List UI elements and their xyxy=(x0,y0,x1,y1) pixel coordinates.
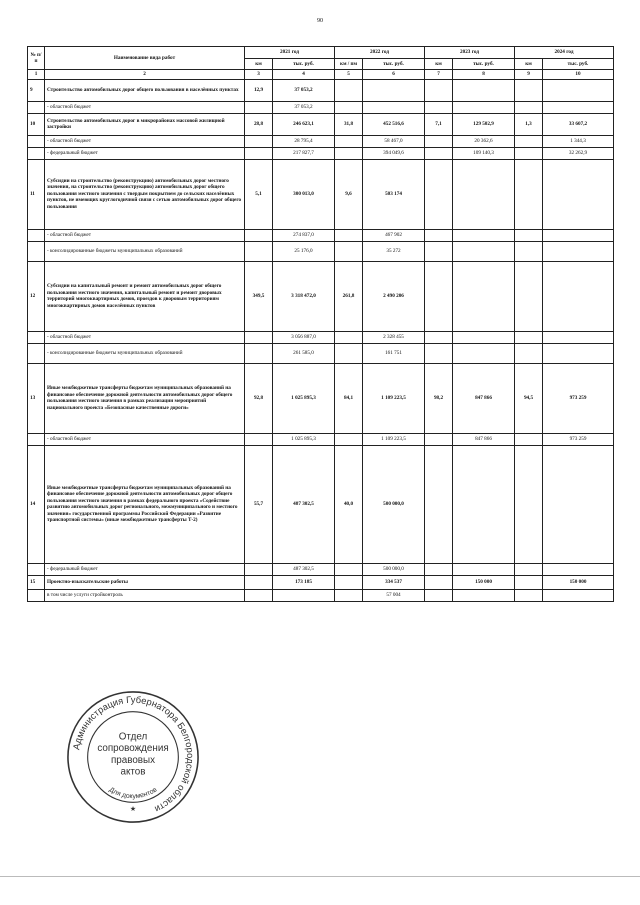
work-name: Проектно-изыскательские работы xyxy=(45,575,245,589)
column-index: 4 xyxy=(273,70,335,80)
column-index: 1 xyxy=(28,70,45,80)
work-name: - консолидированные бюджеты муниципальных образований xyxy=(45,241,245,261)
value-cell: 847 866 xyxy=(453,363,515,433)
value-cell xyxy=(425,135,453,147)
value-cell xyxy=(453,331,515,343)
work-name: Иные межбюджетные трансферты бюджетам муниципальных образований на финансовое обеспечение дорожной деятельности автомобильных дорог общего пользования местного значения в рамках реализации мероприятий национального проекта «Безопасные качественные дороги» xyxy=(45,363,245,433)
row-number: 12 xyxy=(28,261,45,331)
value-cell xyxy=(425,575,453,589)
value-cell xyxy=(515,433,543,445)
value-cell: 94,5 xyxy=(515,363,543,433)
value-cell: 334 537 xyxy=(363,575,425,589)
row-number: 9 xyxy=(28,79,45,101)
value-cell xyxy=(335,147,363,159)
value-cell: 129 502,9 xyxy=(453,113,515,135)
table-row xyxy=(28,79,614,101)
value-cell xyxy=(425,147,453,159)
table-row xyxy=(28,575,614,589)
value-cell: 300 013,0 xyxy=(273,159,335,229)
value-cell: 246 623,1 xyxy=(273,113,335,135)
value-cell: 12,9 xyxy=(245,79,273,101)
value-cell: 2 490 206 xyxy=(363,261,425,331)
work-name: Строительство автомобильных дорог в микрорайонах массовой жилищной застройки xyxy=(45,113,245,135)
table-row xyxy=(28,101,614,113)
row-number xyxy=(28,343,45,363)
page-edge-line xyxy=(0,876,640,877)
value-cell xyxy=(453,159,515,229)
value-cell xyxy=(335,589,363,601)
value-cell xyxy=(335,101,363,113)
value-cell xyxy=(425,261,453,331)
value-cell xyxy=(515,229,543,241)
value-cell xyxy=(453,563,515,575)
value-cell xyxy=(453,261,515,331)
value-cell xyxy=(515,343,543,363)
work-name: Иные межбюджетные трансферты бюджетам муниципальных образований на финансовое обеспечение дорожной деятельности автомобильных дорог общего пользования местного значения в рамках федерального проекта «Содействие развитию автомобильных дорог регионального, межмуниципального и местного значения» государственной программы Российской Федерации «Развитие транспортной системы» (иные межбюджетные трансферты Т-2) xyxy=(45,445,245,563)
value-cell: 2 328 455 xyxy=(363,331,425,343)
stamp-line: Отдел xyxy=(118,731,148,743)
unit-header: тыс. руб. xyxy=(273,59,335,70)
row-number xyxy=(28,135,45,147)
unit-header: тыс. руб. xyxy=(543,59,614,70)
work-name: - областной бюджет xyxy=(45,433,245,445)
value-cell xyxy=(543,331,614,343)
value-cell xyxy=(335,229,363,241)
value-cell xyxy=(245,563,273,575)
value-cell: 349,5 xyxy=(245,261,273,331)
work-name: Субсидии на строительство (реконструкцию) автомобильных дорог местного значения, на строительство (реконструкцию) автомобильных дорог общего пользования местного значения с твердым покрытием до сельских населённых пунктов, не имеющих круглогодичной связи с сетью автомобильных дорог общего пользования xyxy=(45,159,245,229)
works-table xyxy=(27,46,614,602)
value-cell xyxy=(335,433,363,445)
value-cell: 217 827,7 xyxy=(273,147,335,159)
work-name: - областной бюджет xyxy=(45,331,245,343)
value-cell: 173 185 xyxy=(273,575,335,589)
value-cell: 25 176,0 xyxy=(273,241,335,261)
table-row xyxy=(28,363,614,433)
row-number xyxy=(28,331,45,343)
work-name: - федеральный бюджет xyxy=(45,147,245,159)
value-cell xyxy=(543,261,614,331)
value-cell xyxy=(453,229,515,241)
table-row xyxy=(28,331,614,343)
value-cell: 467 902 xyxy=(363,229,425,241)
value-cell xyxy=(335,241,363,261)
header-no: № п/п xyxy=(28,47,45,70)
value-cell: 84,1 xyxy=(335,363,363,433)
value-cell: 503 174 xyxy=(363,159,425,229)
value-cell xyxy=(543,159,614,229)
value-cell xyxy=(425,445,453,563)
value-cell xyxy=(245,147,273,159)
value-cell xyxy=(245,331,273,343)
value-cell xyxy=(245,229,273,241)
value-cell: 394 049,6 xyxy=(363,147,425,159)
value-cell: 487 302,5 xyxy=(273,445,335,563)
row-number: 10 xyxy=(28,113,45,135)
table-row xyxy=(28,229,614,241)
work-name: - федеральный бюджет xyxy=(45,563,245,575)
value-cell xyxy=(515,101,543,113)
row-number: 11 xyxy=(28,159,45,229)
value-cell xyxy=(543,445,614,563)
value-cell: 452 516,6 xyxy=(363,113,425,135)
value-cell xyxy=(543,79,614,101)
value-cell: 1 025 895,3 xyxy=(273,363,335,433)
value-cell xyxy=(245,135,273,147)
column-index: 3 xyxy=(245,70,273,80)
value-cell: 847 866 xyxy=(453,433,515,445)
value-cell xyxy=(515,563,543,575)
table-row xyxy=(28,241,614,261)
value-cell xyxy=(425,331,453,343)
value-cell: 500 000,0 xyxy=(363,445,425,563)
value-cell xyxy=(335,79,363,101)
table-row xyxy=(28,343,614,363)
value-cell xyxy=(543,589,614,601)
table-row xyxy=(28,589,614,601)
value-cell xyxy=(245,589,273,601)
value-cell: 5,1 xyxy=(245,159,273,229)
header-name: Наименование вида работ xyxy=(45,47,245,70)
value-cell xyxy=(425,229,453,241)
value-cell xyxy=(515,135,543,147)
table-row xyxy=(28,135,614,147)
value-cell xyxy=(335,575,363,589)
value-cell: 58 467,0 xyxy=(363,135,425,147)
unit-header: тыс. руб. xyxy=(453,59,515,70)
value-cell xyxy=(425,589,453,601)
row-number: 14 xyxy=(28,445,45,563)
value-cell xyxy=(363,101,425,113)
value-cell: 1 109 223,5 xyxy=(363,433,425,445)
table-row xyxy=(28,563,614,575)
value-cell xyxy=(425,563,453,575)
stamp-ring-text: Администрация Губернатора Белгородской области xyxy=(71,694,196,815)
table-body xyxy=(28,79,614,601)
unit-header: км xyxy=(515,59,543,70)
unit-header: км xyxy=(425,59,453,70)
value-cell: 487 302,5 xyxy=(273,563,335,575)
row-number xyxy=(28,589,45,601)
work-name: Строительство автомобильных дорог общего пользования в населённых пунктах xyxy=(45,79,245,101)
header-year-2023: 2023 год xyxy=(425,47,515,59)
table-row xyxy=(28,445,614,563)
work-name: - областной бюджет xyxy=(45,229,245,241)
value-cell: 973 259 xyxy=(543,363,614,433)
work-name: - областной бюджет xyxy=(45,135,245,147)
value-cell: 500 000,0 xyxy=(363,563,425,575)
row-number xyxy=(28,433,45,445)
value-cell: 261 585,0 xyxy=(273,343,335,363)
stamp-seal xyxy=(64,688,202,826)
value-cell: 28 795,4 xyxy=(273,135,335,147)
value-cell xyxy=(363,79,425,101)
value-cell: 1 025 895,3 xyxy=(273,433,335,445)
value-cell xyxy=(543,563,614,575)
value-cell: 32 262,9 xyxy=(543,147,614,159)
value-cell xyxy=(515,79,543,101)
value-cell xyxy=(515,331,543,343)
table-row xyxy=(28,433,614,445)
value-cell xyxy=(453,343,515,363)
value-cell: 109 140,3 xyxy=(453,147,515,159)
value-cell: 31,8 xyxy=(335,113,363,135)
value-cell xyxy=(543,343,614,363)
value-cell xyxy=(245,343,273,363)
table-row xyxy=(28,147,614,159)
value-cell: 9,6 xyxy=(335,159,363,229)
stamp-bottom-text: Для документов xyxy=(107,786,159,801)
row-number: 15 xyxy=(28,575,45,589)
header-year-2024: 2024 год xyxy=(515,47,614,59)
row-number xyxy=(28,563,45,575)
value-cell xyxy=(515,445,543,563)
value-cell: 40,0 xyxy=(335,445,363,563)
row-number: 13 xyxy=(28,363,45,433)
value-cell: 274 837,0 xyxy=(273,229,335,241)
work-name: - областной бюджет xyxy=(45,101,245,113)
value-cell: 55,7 xyxy=(245,445,273,563)
value-cell xyxy=(543,241,614,261)
value-cell xyxy=(335,343,363,363)
column-index: 10 xyxy=(543,70,614,80)
column-index: 2 xyxy=(45,70,245,80)
header-year-2022: 2022 год xyxy=(335,47,425,59)
column-index: 7 xyxy=(425,70,453,80)
stamp-line: правовых xyxy=(110,754,156,766)
column-index: 8 xyxy=(453,70,515,80)
value-cell: 150 000 xyxy=(543,575,614,589)
value-cell: 161 751 xyxy=(363,343,425,363)
stamp-line: сопровождения xyxy=(97,743,169,755)
value-cell: 37 053,2 xyxy=(273,79,335,101)
row-number xyxy=(28,147,45,159)
value-cell xyxy=(515,261,543,331)
value-cell xyxy=(453,589,515,601)
value-cell: 92,8 xyxy=(245,363,273,433)
column-index: 6 xyxy=(363,70,425,80)
value-cell xyxy=(515,589,543,601)
value-cell xyxy=(335,563,363,575)
value-cell xyxy=(245,575,273,589)
row-number xyxy=(28,101,45,113)
page-number: 90 xyxy=(317,18,323,24)
value-cell xyxy=(245,101,273,113)
value-cell xyxy=(425,241,453,261)
row-number xyxy=(28,241,45,261)
value-cell xyxy=(273,589,335,601)
value-cell: 3 056 887,0 xyxy=(273,331,335,343)
value-cell: 3 318 472,0 xyxy=(273,261,335,331)
star-icon: ★ xyxy=(129,806,137,814)
value-cell xyxy=(453,101,515,113)
value-cell xyxy=(453,79,515,101)
header-year-2021: 2021 год xyxy=(245,47,335,59)
value-cell: 37 053,2 xyxy=(273,101,335,113)
unit-header: км xyxy=(245,59,273,70)
value-cell xyxy=(425,101,453,113)
value-cell: 7,1 xyxy=(425,113,453,135)
column-index: 9 xyxy=(515,70,543,80)
value-cell: 20 362,6 xyxy=(453,135,515,147)
value-cell xyxy=(515,241,543,261)
stamp-line: актов xyxy=(120,766,146,778)
value-cell xyxy=(335,135,363,147)
value-cell xyxy=(515,159,543,229)
value-cell xyxy=(543,229,614,241)
value-cell xyxy=(515,147,543,159)
value-cell xyxy=(425,343,453,363)
value-cell xyxy=(335,331,363,343)
value-cell: 35 272 xyxy=(363,241,425,261)
value-cell xyxy=(425,433,453,445)
unit-header: тыс. руб. xyxy=(363,59,425,70)
table-row xyxy=(28,159,614,229)
value-cell xyxy=(453,445,515,563)
value-cell xyxy=(515,575,543,589)
value-cell: 1 344,3 xyxy=(543,135,614,147)
value-cell xyxy=(245,433,273,445)
value-cell: 28,8 xyxy=(245,113,273,135)
value-cell: 973 259 xyxy=(543,433,614,445)
value-cell xyxy=(425,79,453,101)
value-cell xyxy=(245,241,273,261)
value-cell: 1 109 223,5 xyxy=(363,363,425,433)
value-cell: 57 004 xyxy=(363,589,425,601)
value-cell: 150 000 xyxy=(453,575,515,589)
value-cell xyxy=(453,241,515,261)
column-index: 5 xyxy=(335,70,363,80)
value-cell: 261,8 xyxy=(335,261,363,331)
row-number xyxy=(28,229,45,241)
value-cell: 33 607,2 xyxy=(543,113,614,135)
value-cell: 1,3 xyxy=(515,113,543,135)
table-row xyxy=(28,113,614,135)
work-name: - консолидированные бюджеты муниципальных образований xyxy=(45,343,245,363)
value-cell: 98,2 xyxy=(425,363,453,433)
table-row xyxy=(28,261,614,331)
work-name: Субсидии на капитальный ремонт и ремонт автомобильных дорог общего пользования местного значения, капитальный ремонт и ремонт дворовых территорий многоквартирных домов, проездов к дворовым территориям многоквартирных домов населённых пунктов xyxy=(45,261,245,331)
value-cell xyxy=(425,159,453,229)
value-cell xyxy=(543,101,614,113)
unit-header: км / пм xyxy=(335,59,363,70)
work-name: в том числе услуги стройконтроль xyxy=(45,589,245,601)
